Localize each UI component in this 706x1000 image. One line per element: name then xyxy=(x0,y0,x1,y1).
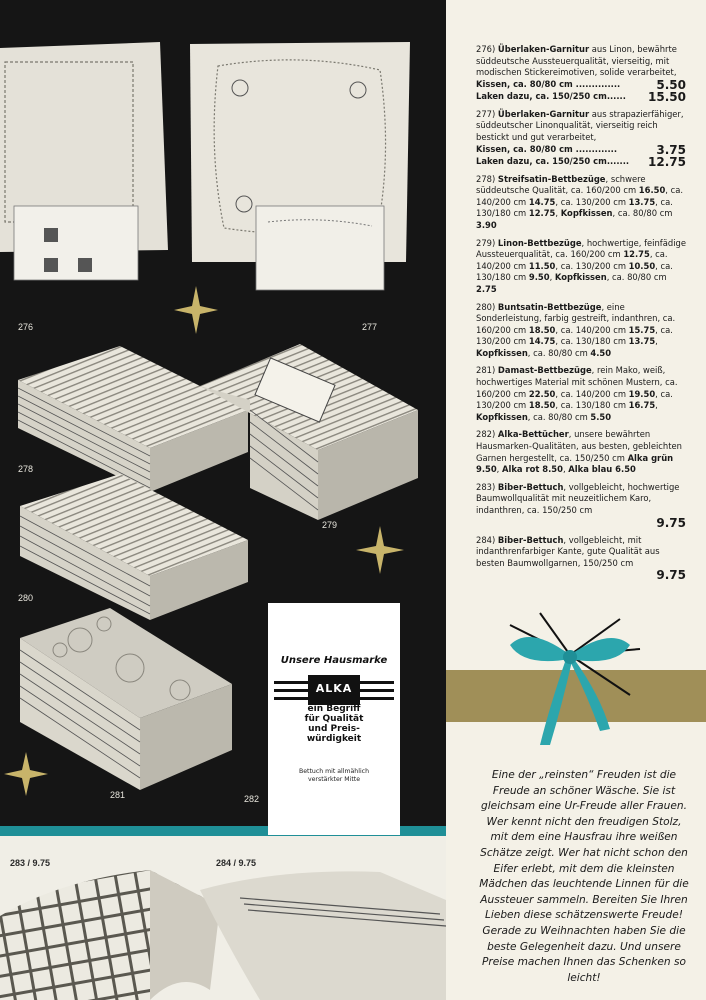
linen-stack-278 xyxy=(18,346,248,492)
catalog-item xyxy=(476,482,686,529)
catalog-item-text: 278) Streifsatin-Bettbezüge, schwere süddeutsche Qualität, ca. 160/200 cm 16.50, ca. 140/200 cm 14.75, ca. 130/200 cm 13.75, ca. 130/180 cm 12.75, Kopfkissen, ca. 80/80 cm 3.90 xyxy=(476,173,684,230)
label-276: 276 xyxy=(18,322,34,332)
label-281: 281 xyxy=(110,790,126,800)
price-value: 3.75 xyxy=(656,142,686,157)
price-label: Laken dazu, ca. 150/250 cm....... xyxy=(476,155,630,166)
price-value: 12.75 xyxy=(648,154,686,169)
label-282: 282 xyxy=(244,794,260,804)
catalog-item xyxy=(476,44,686,103)
linen-stack-281 xyxy=(20,608,232,790)
catalog-item-text: 279) Linon-Bettbezüge, hochwertige, feinfädige Aussteuerqualität, ca. 160/200 cm 12.75, ca. 140/200 cm 11.50, ca. 130/200 cm 10.50, ca. 130/180 cm 9.50, Kopfkissen, ca. 80/80 cm 2.75 xyxy=(476,237,686,294)
catalog-text-column xyxy=(476,44,686,587)
alka-logo: ALKA xyxy=(315,682,353,695)
gold-star-3 xyxy=(4,752,48,796)
catalog-item xyxy=(476,535,686,582)
price-label: Kissen, ca. 80/80 cm ............. xyxy=(476,143,618,154)
label-283: 283 / 9.75 xyxy=(10,858,51,868)
label-277: 277 xyxy=(362,322,378,332)
label-280: 280 xyxy=(18,593,34,603)
pillow-277 xyxy=(190,42,410,290)
label-279: 279 xyxy=(322,520,338,530)
ribbon-bow-icon xyxy=(480,605,660,755)
gold-star-1 xyxy=(174,286,218,334)
alka-footnote: Bettuch mit allmählich verstärkter Mitte xyxy=(299,768,369,783)
price-value: 5.50 xyxy=(656,77,686,92)
price-value: 9.75 xyxy=(656,515,686,530)
catalog-item-text: 276) Überlaken-Garnitur aus Linon, bewährte süddeutsche Aussteuerqualität, vierseitig, mit modischen Stickereimotiven, solide verarbeitet, xyxy=(476,44,677,78)
price-value: 15.50 xyxy=(648,89,686,104)
gold-star-2 xyxy=(356,526,404,574)
catalog-item-text: 284) Biber-Bettuch, vollgebleicht, mit indanthrenfarbiger Kante, gute Qualität aus besten Baumwollgarnen, 150/250 cm xyxy=(476,534,660,568)
catalog-item xyxy=(476,109,686,168)
label-278: 278 xyxy=(18,464,34,474)
catalog-item xyxy=(476,238,686,296)
linen-stack-280 xyxy=(20,474,248,620)
price-value: 9.75 xyxy=(656,568,686,583)
price-line xyxy=(476,91,686,103)
catalog-item-text: 281) Damast-Bettbezüge, rein Mako, weiß, hochwertiges Material mit schönen Mustern, ca. 160/200 cm 22.50, ca. 140/200 cm 19.50, ca. 130/200 cm 18.50, ca. 130/180 cm 16.75, Kopfkissen, ca. 80/80 cm 5.50 xyxy=(476,365,678,422)
brand-script: Unsere Hausmarke xyxy=(280,655,388,666)
alka-tagline: ein Begriff für Qualität und Preis- würdigkeit xyxy=(304,704,364,744)
price-label: Kissen, ca. 80/80 cm .............. xyxy=(476,78,621,89)
price-line xyxy=(476,144,686,156)
price-line xyxy=(476,79,686,91)
pillow-276 xyxy=(0,42,168,280)
catalog-item xyxy=(476,174,686,232)
catalog-item-text: 280) Buntsatin-Bettbezüge, eine Sonderleistung, farbig gestreift, indanthren, ca. 160/200 cm 18.50, ca. 140/200 cm 15.75, ca. 130/200 cm 14.75, ca. 130/180 cm 13.75, Kopfkissen, ca. 80/80 cm 4.50 xyxy=(476,301,676,358)
price-label: Laken dazu, ca. 150/250 cm...... xyxy=(476,90,626,101)
catalog-item-text: 283) Biber-Bettuch, vollgebleicht, hochwertige Baumwollqualität mit neuzeitlichem Karo, indanthren, ca. 150/250 cm xyxy=(476,481,680,515)
label-284: 284 / 9.75 xyxy=(216,858,257,868)
price-line xyxy=(476,517,686,529)
catalog-item xyxy=(476,365,686,423)
catalog-item-text: 282) Alka-Bettücher, unsere bewährten Hausmarken-Qualitäten, aus besten, gebleichten Garnen hergestellt, ca. 150/250 cm Alka grün 9.50, Alka rot 8.50, Alka blau 6.50 xyxy=(476,429,682,475)
catalog-item-text: 277) Überlaken-Garnitur aus strapazierfähiger, süddeutscher Linonqualität, vierseitig reich bestickt und gut verarbeitet, xyxy=(476,108,684,142)
catalog-item xyxy=(476,429,686,475)
price-line xyxy=(476,569,686,581)
catalog-item xyxy=(476,302,686,360)
price-line xyxy=(476,156,686,168)
closing-paragraph: Eine der „reinsten“ Freuden ist die Freude an schöner Wäsche. Sie ist gleichsam eine Ur-Freude aller Frauen. Wer kennt nicht den freudigen Stolz, mit dem eine Hausfrau ihre weißen Schätze zeigt. Wer hat nicht schon den Eifer erlebt, mit dem die kleinsten Mädchen das leuchtende Linnen für die Aussteuer sammeln. Bereiten Sie Ihren Lieben diese schätzenswerte Freude! Gerade zu Weihnachten haben Sie die beste Gelegenheit dazu. Und unsere Preise machen Ihnen das Schenken so leicht! xyxy=(479,769,689,984)
